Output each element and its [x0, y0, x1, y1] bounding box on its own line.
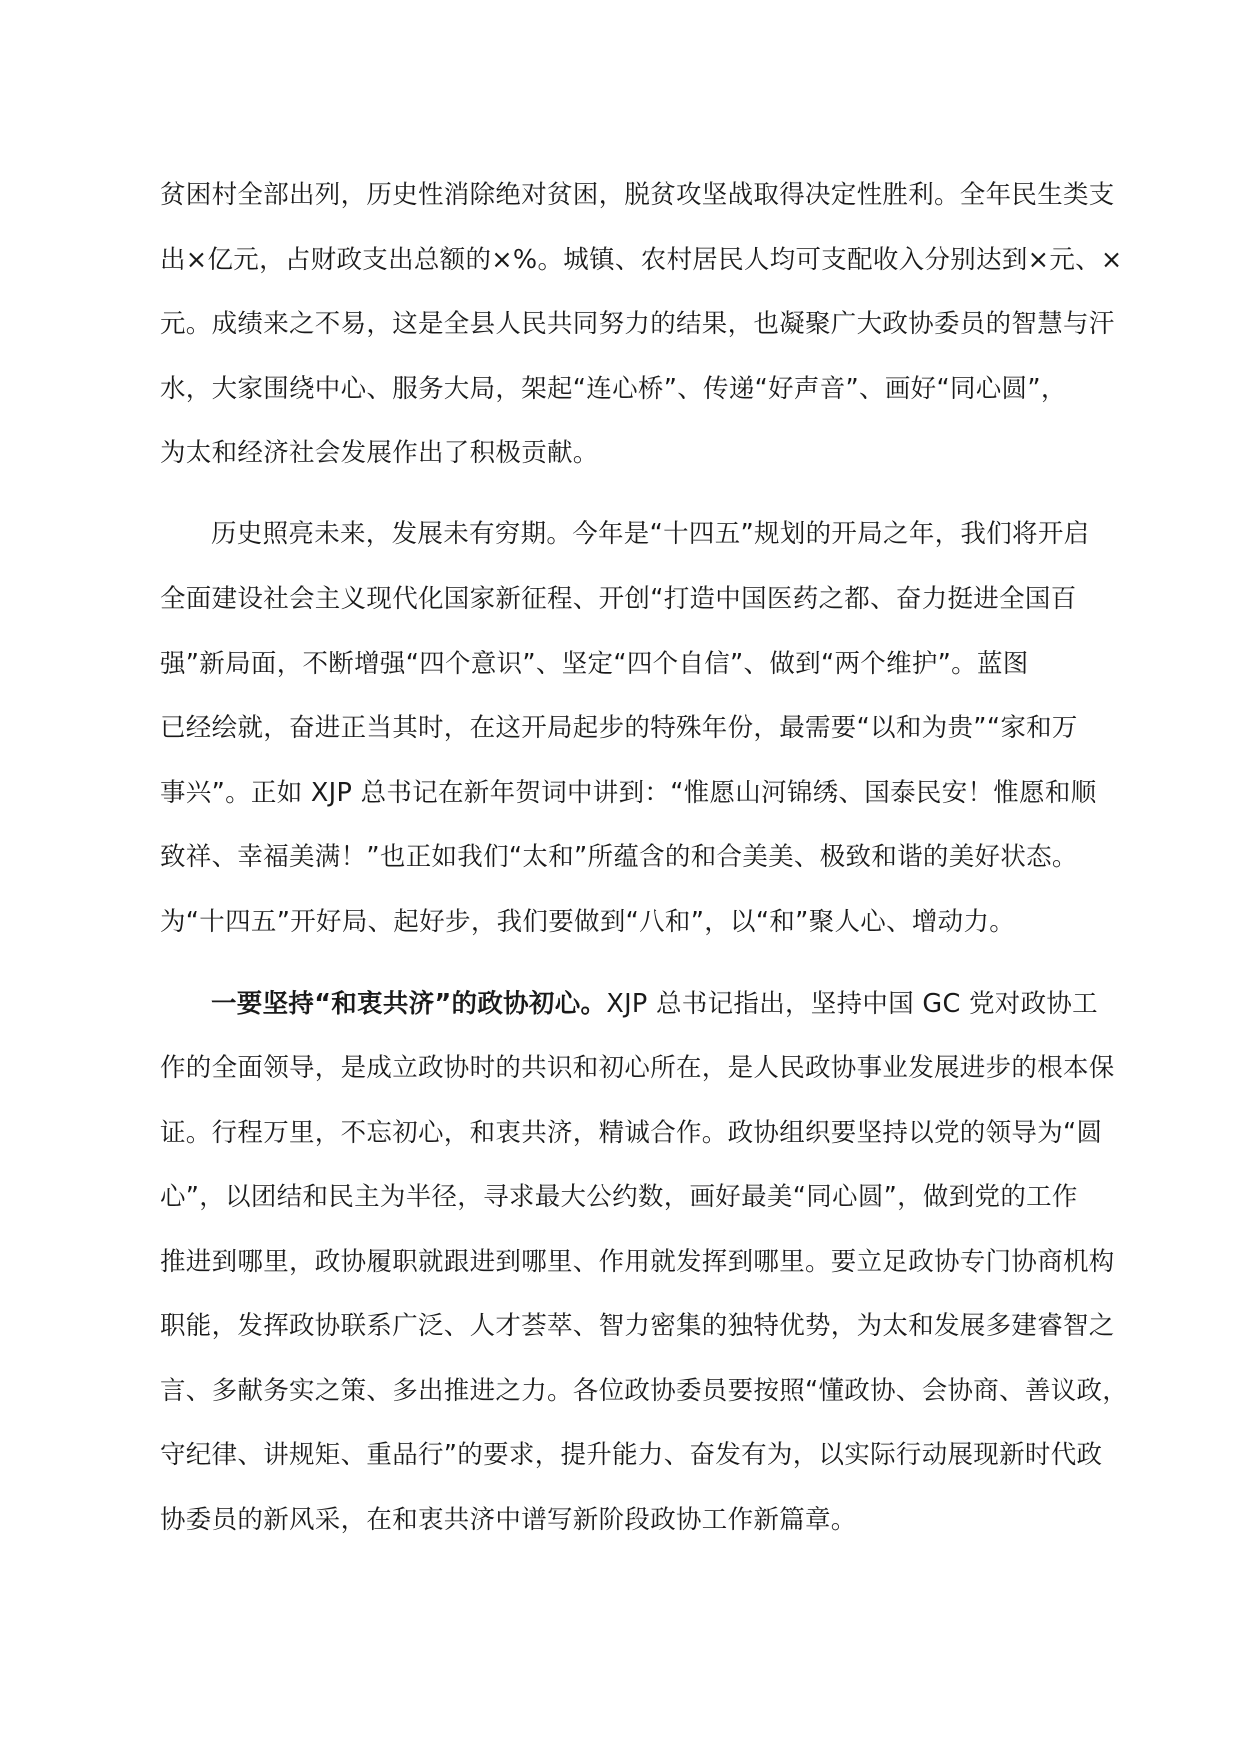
text-line: 为太和经济社会发展作出了积极贡献。	[160, 438, 599, 468]
text-line: 出×亿元，占财政支出总额的×%。城镇、农村居民人均可支配收入分别达到×元、×	[160, 245, 1123, 275]
text-line: 协委员的新风采，在和衷共济中谱写新阶段政协工作新篇章。	[160, 1505, 857, 1535]
text-line: 心”，以团结和民主为半径，寻求最大公约数，画好最美“同心圆”，做到党的工作	[160, 1182, 1078, 1212]
text-line: 言、多献务实之策、多出推进之力。各位政协委员要按照“懂政协、会协商、善议政，	[160, 1376, 1129, 1406]
paragraph-heading: 一要坚持“和衷共济”的政协初心。	[211, 989, 607, 1019]
text-line: 致祥、幸福美满！”也正如我们“太和”所蕴含的和合美美、极致和谐的美好状态。	[160, 842, 1078, 872]
text-line: 职能，发挥政协联系广泛、人才荟萃、智力密集的独特优势，为太和发展多建睿智之	[160, 1311, 1115, 1341]
text-line: 为“十四五”开好局、起好步，我们要做到“八和”，以“和”聚人心、增动力。	[160, 907, 1016, 937]
text-line: 水，大家围绕中心、服务大局，架起“连心桥”、传递“好声音”、画好“同心圆”，	[160, 374, 1067, 404]
text-run: XJP 总书记指出，坚持中国 GC 党对政协工	[606, 989, 1098, 1019]
text-line: 全面建设社会主义现代化国家新征程、开创“打造中国医药之都、奋力挺进全国百	[160, 584, 1077, 614]
text-line: 强”新局面，不断增强“四个意识”、坚定“四个自信”、做到“两个维护”。蓝图	[160, 649, 1029, 679]
text-line: 作的全面领导，是成立政协时的共识和初心所在，是人民政协事业发展进步的根本保	[160, 1053, 1115, 1083]
text-line: 守纪律、讲规矩、重品行”的要求，提升能力、奋发有为，以实际行动展现新时代政	[160, 1440, 1103, 1470]
text-line: 已经绘就，奋进正当其时，在这开局起步的特殊年份，最需要“以和为贵”“家和万	[160, 713, 1078, 743]
text-line: 元。成绩来之不易，这是全县人民共同努力的结果，也凝聚广大政协委员的智慧与汗	[160, 309, 1115, 339]
text-line: 贫困村全部出列，历史性消除绝对贫困，脱贫攻坚战取得决定性胜利。全年民生类支	[160, 180, 1115, 210]
text-line: 证。行程万里，不忘初心，和衷共济，精诚合作。政协组织要坚持以党的领导为“圆	[160, 1118, 1103, 1148]
text-line: 推进到哪里，政协履职就跟进到哪里、作用就发挥到哪里。要立足政协专门协商机构	[160, 1247, 1115, 1277]
text-line: 事兴”。正如 XJP 总书记在新年贺词中讲到：“惟愿山河锦绣、国泰民安！惟愿和顺	[160, 778, 1097, 808]
text-line: 历史照亮未来，发展未有穷期。今年是“十四五”规划的开局之年，我们将开启	[211, 519, 1090, 549]
text-line	[211, 987, 1098, 1021]
